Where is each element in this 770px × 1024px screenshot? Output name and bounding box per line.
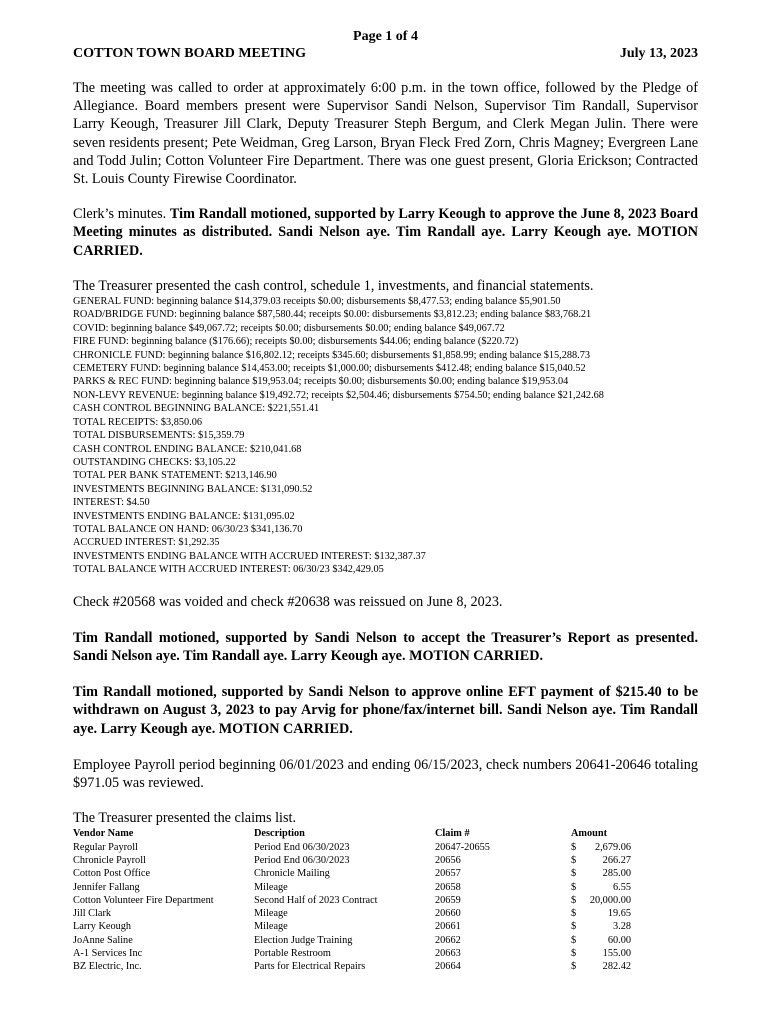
claim-number-cell: 20664 bbox=[435, 961, 461, 973]
financial-line: TOTAL PER BANK STATEMENT: $213,146.90 bbox=[73, 470, 277, 482]
claim-number-cell: 20661 bbox=[435, 921, 461, 933]
amount-cell bbox=[571, 947, 631, 960]
meeting-date: July 13, 2023 bbox=[619, 46, 698, 61]
clerk-minutes-motion: Tim Randall motioned, supported by Larry Keough to approve the June 8, 2023 Board Meeting minutes as distributed. Sandi Nelson aye. Tim Randall aye. Larry Keough aye. MOTION CARRIED. bbox=[73, 206, 698, 259]
vendor-cell: Jill Clark bbox=[73, 908, 112, 920]
currency-symbol: $ bbox=[571, 854, 577, 866]
claims-intro: The Treasurer presented the claims list. bbox=[73, 810, 297, 827]
amount-header: Amount bbox=[571, 828, 608, 840]
currency-symbol: $ bbox=[571, 934, 577, 946]
vendor-cell: Larry Keough bbox=[73, 921, 132, 933]
claims-row bbox=[73, 867, 698, 880]
financial-line: INTEREST: $4.50 bbox=[73, 497, 150, 509]
description-cell: Mileage bbox=[254, 908, 288, 920]
eft-payment-motion: Tim Randall motioned, supported by Sandi Nelson to approve online EFT payment of $215.40 to be withdrawn on August 3, 2023 to pay Arvig for phone/fax/internet bill. Sandi Nelson aye. Tim Randall aye. Larry Keough aye. MOTION CARRIED. bbox=[73, 684, 698, 737]
claims-row bbox=[73, 947, 698, 960]
claims-row bbox=[73, 907, 698, 920]
claim-number-cell: 20656 bbox=[435, 854, 461, 866]
vendor-cell: Chronicle Payroll bbox=[73, 854, 146, 866]
claims-row bbox=[73, 934, 698, 947]
currency-symbol: $ bbox=[571, 894, 577, 906]
amount-value: 3.28 bbox=[612, 921, 631, 933]
claims-row bbox=[73, 920, 698, 933]
description-cell: Mileage bbox=[254, 881, 288, 893]
financial-line: CASH CONTROL ENDING BALANCE: $210,041.68 bbox=[73, 443, 302, 455]
financial-line: GENERAL FUND: beginning balance $14,379.03 receipts $0.00; disbursements $8,477.53; ending balance $5,901.50 bbox=[73, 296, 561, 308]
description-cell: Second Half of 2023 Contract bbox=[254, 894, 378, 906]
financial-line: CEMETERY FUND: beginning balance $14,453.00; receipts $1,000.00; disbursements $412.48; ending balance $15,040.52 bbox=[73, 363, 586, 375]
financial-statement bbox=[73, 295, 698, 577]
amount-value: 2,679.06 bbox=[594, 841, 631, 853]
vendor-cell: Cotton Volunteer Fire Department bbox=[73, 894, 214, 906]
financial-line: OUTSTANDING CHECKS: $3,105.22 bbox=[73, 456, 236, 468]
vendor-cell: Cotton Post Office bbox=[73, 868, 151, 880]
vendor-cell: A-1 Services Inc bbox=[73, 948, 143, 960]
amount-value: 20,000.00 bbox=[589, 894, 631, 906]
amount-cell bbox=[571, 920, 631, 933]
amount-cell bbox=[571, 894, 631, 907]
claim-header: Claim # bbox=[435, 828, 470, 840]
financial-line: CHRONICLE FUND: beginning balance $16,802.12; receipts $345.60; disbursements $1,858.99; ending balance $15,288.73 bbox=[73, 349, 591, 361]
claims-row bbox=[73, 841, 698, 854]
claims-row bbox=[73, 881, 698, 894]
currency-symbol: $ bbox=[571, 961, 577, 973]
amount-cell bbox=[571, 881, 631, 894]
currency-symbol: $ bbox=[571, 868, 577, 880]
financial-line: PARKS & REC FUND: beginning balance $19,953.04; receipts $0.00; disbursements $0.00; ending balance $19,953.04 bbox=[73, 376, 569, 388]
amount-cell bbox=[571, 867, 631, 880]
financial-line: TOTAL BALANCE WITH ACCRUED INTEREST: 06/30/23 $342,429.05 bbox=[73, 564, 384, 576]
amount-value: 60.00 bbox=[607, 934, 631, 946]
description-cell: Parts for Electrical Repairs bbox=[254, 961, 366, 973]
description-cell: Period End 06/30/2023 bbox=[254, 854, 350, 866]
currency-symbol: $ bbox=[571, 881, 577, 893]
vendor-cell: Jennifer Fallang bbox=[73, 881, 140, 893]
amount-value: 282.42 bbox=[602, 961, 631, 973]
vendor-cell: Regular Payroll bbox=[73, 841, 138, 853]
intro-paragraph: The meeting was called to order at approximately 6:00 p.m. in the town office, followed by the Pledge of Allegiance. Board members present were Supervisor Sandi Nelson, Supervisor Tim Randall, Supervisor Larry Keough, Treasurer Jill Clark, Deputy Treasurer Steph Bergum, and Clerk Megan Julin. There were seven residents present; Pete Weidman, Greg Larson, Bryan Fleck Fred Zorn, Chris Magney; Evergreen Lane and Todd Julin; Cotton Volunteer Fire Department. There was one guest present, Gloria Erickson; Contracted St. Louis County Firewise Coordinator. bbox=[73, 80, 698, 188]
description-cell: Election Judge Training bbox=[254, 934, 353, 946]
meeting-title: COTTON TOWN BOARD MEETING bbox=[73, 46, 306, 61]
financial-line: COVID: beginning balance $49,067.72; receipts $0.00; disbursements $0.00; ending balance $49,067.72 bbox=[73, 322, 505, 334]
claims-row bbox=[73, 960, 698, 973]
claims-row bbox=[73, 854, 698, 867]
claims-header-row bbox=[73, 827, 698, 840]
payroll-paragraph: Employee Payroll period beginning 06/01/2023 and ending 06/15/2023, check numbers 20641-20646 totaling $971.05 was reviewed. bbox=[73, 756, 698, 791]
financial-line: NON-LEVY REVENUE: beginning balance $19,492.72; receipts $2,504.46; disbursements $754.50; ending balance $21,242.68 bbox=[73, 389, 604, 401]
financial-line: INVESTMENTS ENDING BALANCE WITH ACCRUED INTEREST: $132,387.37 bbox=[73, 550, 426, 562]
claim-number-cell: 20663 bbox=[435, 948, 461, 960]
page-number: Page 1 of 4 bbox=[353, 29, 418, 44]
treasurer-report-motion: Tim Randall motioned, supported by Sandi Nelson to accept the Treasurer’s Report as presented. Sandi Nelson aye. Tim Randall aye. Larry Keough aye. MOTION CARRIED. bbox=[73, 629, 698, 664]
amount-cell bbox=[571, 934, 631, 947]
treasurer-intro: The Treasurer presented the cash control, schedule 1, investments, and financial statements. bbox=[73, 277, 594, 294]
claim-number-cell: 20659 bbox=[435, 894, 461, 906]
amount-cell bbox=[571, 960, 631, 973]
financial-line: CASH CONTROL BEGINNING BALANCE: $221,551.41 bbox=[73, 403, 320, 415]
claim-number-cell: 20657 bbox=[435, 868, 461, 880]
currency-symbol: $ bbox=[571, 841, 577, 853]
document-page bbox=[73, 28, 698, 974]
amount-value: 6.55 bbox=[612, 881, 631, 893]
check-note: Check #20568 was voided and check #20638 was reissued on June 8, 2023. bbox=[73, 593, 503, 610]
vendor-header: Vendor Name bbox=[73, 828, 134, 840]
description-header: Description bbox=[254, 828, 305, 840]
amount-cell bbox=[571, 841, 631, 854]
financial-line: TOTAL RECEIPTS: $3,850.06 bbox=[73, 416, 203, 428]
claim-number-cell: 20660 bbox=[435, 908, 461, 920]
description-cell: Mileage bbox=[254, 921, 288, 933]
amount-value: 155.00 bbox=[602, 948, 631, 960]
financial-line: TOTAL BALANCE ON HAND: 06/30/23 $341,136.70 bbox=[73, 523, 303, 535]
document-header bbox=[73, 45, 698, 63]
amount-value: 19.65 bbox=[607, 908, 631, 920]
claims-body bbox=[73, 841, 698, 974]
financial-line: INVESTMENTS ENDING BALANCE: $131,095.02 bbox=[73, 510, 295, 522]
claims-row bbox=[73, 894, 698, 907]
amount-value: 266.27 bbox=[602, 854, 631, 866]
vendor-cell: BZ Electric, Inc. bbox=[73, 961, 142, 973]
claim-number-cell: 20647-20655 bbox=[435, 841, 490, 853]
clerk-minutes-paragraph bbox=[73, 205, 698, 260]
description-cell: Period End 06/30/2023 bbox=[254, 841, 350, 853]
currency-symbol: $ bbox=[571, 921, 577, 933]
amount-cell bbox=[571, 854, 631, 867]
financial-line: ACCRUED INTEREST: $1,292.35 bbox=[73, 537, 220, 549]
amount-value: 285.00 bbox=[602, 868, 631, 880]
description-cell: Chronicle Mailing bbox=[254, 868, 330, 880]
claims-table bbox=[73, 827, 698, 973]
financial-line: INVESTMENTS BEGINNING BALANCE: $131,090.52 bbox=[73, 483, 313, 495]
financial-line: TOTAL DISBURSEMENTS: $15,359.79 bbox=[73, 430, 245, 442]
financial-line: ROAD/BRIDGE FUND: beginning balance $87,580.44; receipts $0.00: disbursements $3,812.23; ending balance $83,768.21 bbox=[73, 309, 592, 321]
currency-symbol: $ bbox=[571, 948, 577, 960]
financial-line: FIRE FUND: beginning balance ($176.66); receipts $0.00; disbursements $44.06; ending balance ($220.72) bbox=[73, 336, 519, 348]
currency-symbol: $ bbox=[571, 908, 577, 920]
vendor-cell: JoAnne Saline bbox=[73, 934, 133, 946]
clerk-minutes-label: Clerk’s minutes. bbox=[73, 206, 167, 223]
claim-number-cell: 20658 bbox=[435, 881, 461, 893]
description-cell: Portable Restroom bbox=[254, 948, 331, 960]
amount-cell bbox=[571, 907, 631, 920]
claim-number-cell: 20662 bbox=[435, 934, 461, 946]
